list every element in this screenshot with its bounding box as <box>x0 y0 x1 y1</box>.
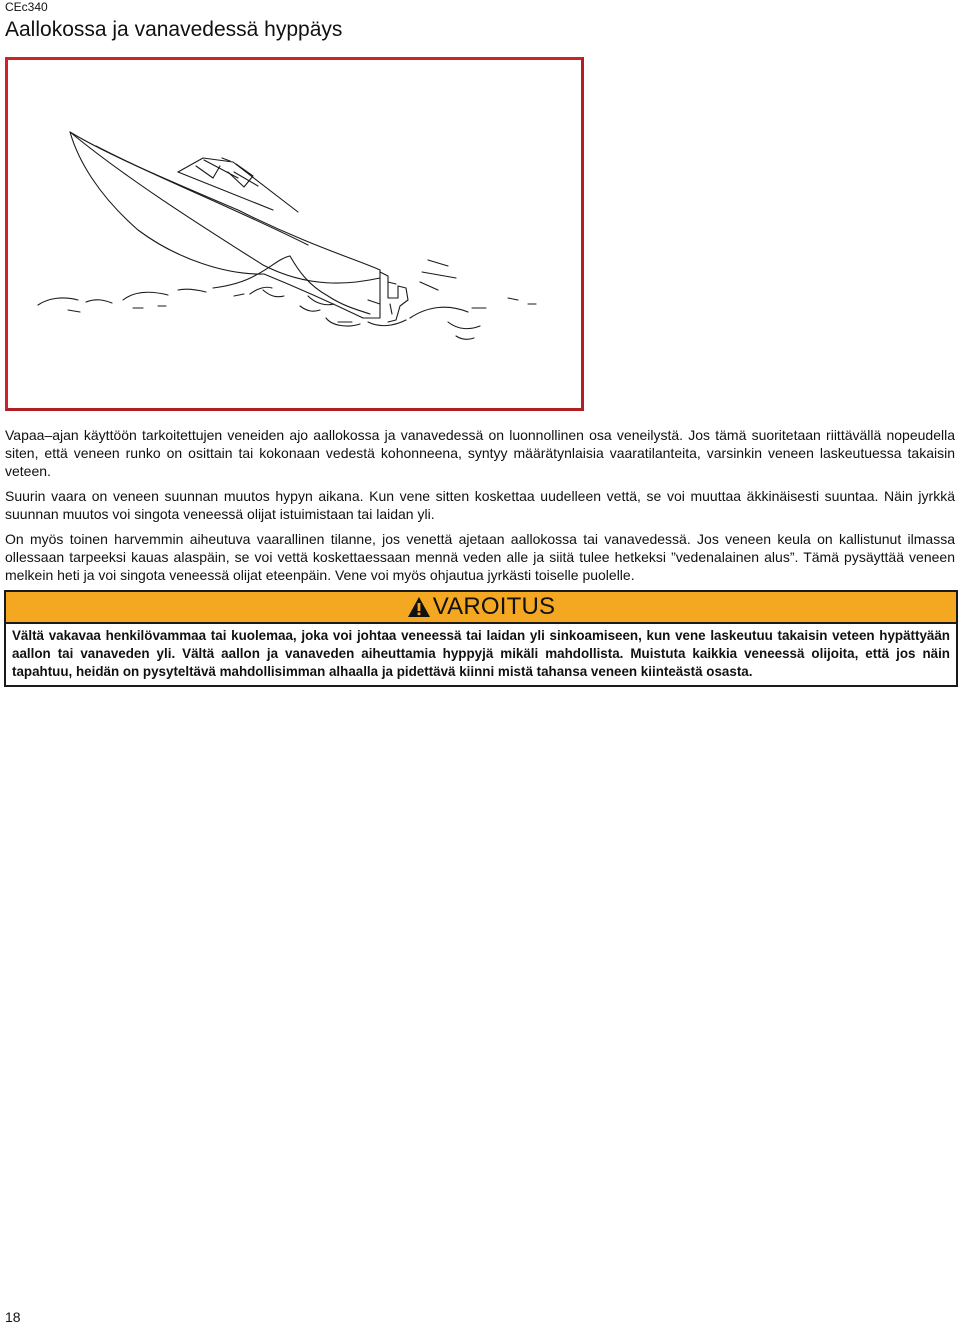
warning-header <box>6 592 956 624</box>
body-paragraph: On myös toinen harvemmin aiheutuva vaarallinen tilanne, jos venettä ajetaan aallokossa tai vanavedessä. Jos veneen keula on kallistunut ilmassa ollessaan tarpeeksi kauas alaspäin, se voi vettä koskettaessaan mennä veden alle ja siitä tulee hetkeksi ”vedenalainen alus”. Tämä pysäyttää veneen melkein heti ja voi singota veneessä olijat eteenpäin. Vene voi myös ohjautua jyrkästi toiselle puolelle. <box>5 531 955 583</box>
page-number: 18 <box>5 1309 21 1325</box>
warning-label: VAROITUS <box>432 593 556 620</box>
body-paragraph: Suurin vaara on veneen suunnan muutos hypyn aikana. Kun vene sitten koskettaa uudelleen vettä, se voi muuttaa äkkinäisesti suuntaa. Näin jyrkkä suunnan muutos voi singota veneessä olijat istuimistaan tai laidan yli. <box>5 488 955 522</box>
boat-jumping-waves-illustration <box>8 60 581 408</box>
warning-box <box>4 590 958 687</box>
body-paragraph: Vapaa–ajan käyttöön tarkoitettujen veneiden ajo aallokossa ja vanavedessä on luonnollinen osa veneilystä. Jos tämä suoritetaan riittävällä nopeudella siten, että veneen runko on osittain tai kokonaan vedestä kohonneena, syntyy määrätynlaisia vaaratilanteita, varsinkin veneen laskeutuessa takaisin veteen. <box>5 427 955 479</box>
page-title: Aallokossa ja vanavedessä hyppäys <box>5 18 343 41</box>
illustration-frame <box>5 57 584 411</box>
warning-text: Vältä vakavaa henkilövammaa tai kuolemaa, joka voi johtaa veneessä tai laidan yli sinkoamiseen, kun vene laskeutuu takaisin veteen hypättyään aallon tai vanaveden yli. Vältä aallon ja vanaveden aiheuttamia hyppyjä mikäli mahdollista. Muistuta kaikkia veneessä olijoita, että jos näin tapahtuu, heidän on pysyteltävä mahdollisimman alhaalla ja pidettävä kiinni mistä tahansa veneen kiinteästä osasta. <box>12 628 950 679</box>
warning-triangle-icon <box>407 596 431 618</box>
document-code: CEc340 <box>5 0 48 14</box>
